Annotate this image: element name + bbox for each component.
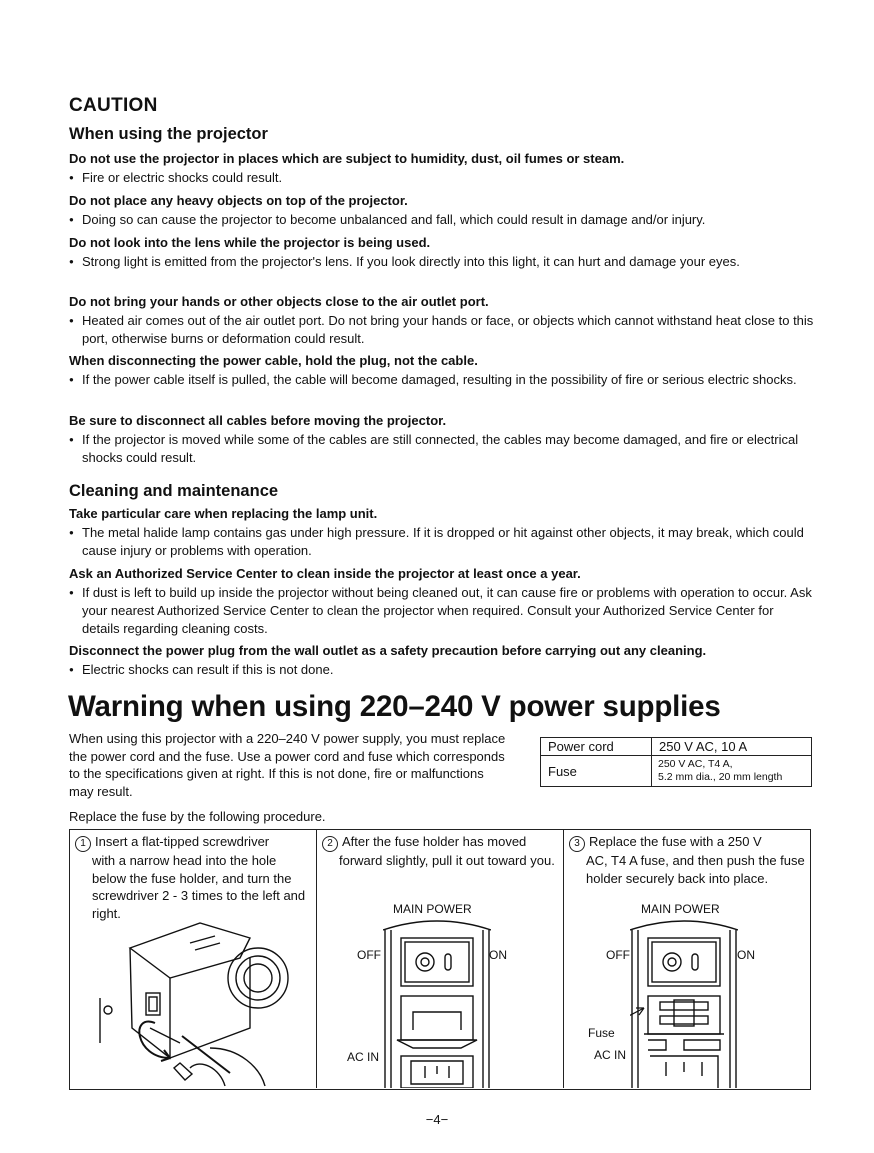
ac-in-label: AC IN <box>347 1050 380 1064</box>
caution-body: ● Strong light is emitted from the projector's lens. If you look directly into this light, it can hurt and damage your eyes. <box>69 253 814 271</box>
caution-body: ● Fire or electric shocks could result. <box>69 169 814 187</box>
caution-item <box>69 192 814 229</box>
caution-item <box>69 234 814 271</box>
caution-heading: Take particular care when replacing the lamp unit. <box>69 506 378 521</box>
main-power-label: MAIN POWER <box>641 902 720 916</box>
caution-item <box>69 412 814 467</box>
warning-title: Warning when using 220–240 V power supplies <box>68 690 721 723</box>
section-title-using: When using the projector <box>69 125 268 143</box>
caution-item <box>69 352 814 389</box>
caution-item <box>69 150 814 187</box>
spec-value <box>652 756 812 787</box>
step-text-rest: forward slightly, pull it out toward you. <box>339 853 555 868</box>
on-label: ON <box>737 948 755 962</box>
step-text-rest: with a narrow head into the hole below the fuse holder, and turn the screwdriver 2 - 3 times to the left and right. <box>92 853 306 921</box>
caution-heading: Do not use the projector in places which are subject to humidity, dust, oil fumes or steam. <box>69 151 625 166</box>
caution-heading: Ask an Authorized Service Center to clean inside the projector at least once a year. <box>69 566 581 581</box>
procedure-steps <box>69 829 811 1090</box>
caution-heading: Do not place any heavy objects on top of the projector. <box>69 193 408 208</box>
step-number: 1 <box>75 836 91 852</box>
projector-screwdriver-illustration <box>90 918 314 1088</box>
main-power-label: MAIN POWER <box>393 902 472 916</box>
step-text <box>569 833 805 887</box>
caution-item <box>69 505 814 560</box>
spec-row-fuse <box>541 756 812 787</box>
step-text-first: Replace the fuse with a 250 V <box>589 834 762 849</box>
power-switch-diagram <box>383 916 491 1088</box>
step-number: 3 <box>569 836 585 852</box>
step-text <box>322 833 558 870</box>
caution-item <box>69 642 814 679</box>
off-label: OFF <box>357 948 381 962</box>
caution-heading: Be sure to disconnect all cables before moving the projector. <box>69 413 447 428</box>
fuse-label: Fuse <box>588 1026 615 1040</box>
step-text <box>75 833 311 922</box>
ac-in-label: AC IN <box>594 1048 627 1062</box>
step-number: 2 <box>322 836 338 852</box>
on-label: ON <box>489 948 507 962</box>
fuse-spec-line2: 5.2 mm dia., 20 mm length <box>658 771 783 783</box>
caution-body: ● The metal halide lamp contains gas under high pressure. If it is dropped or hit against other objects, it may break, which could cause injury or problems with operation. <box>69 524 814 560</box>
caution-item <box>69 293 814 348</box>
spec-value: 250 V AC, 10 A <box>652 738 812 756</box>
caution-body: ● Heated air comes out of the air outlet port. Do not bring your hands or face, or objects which cannot withstand heat close to this port, otherwise burns or deformation could result. <box>69 312 814 348</box>
fuse-holder-diagram <box>630 916 738 1088</box>
replace-instruction: Replace the fuse by the following procedure. <box>69 809 326 824</box>
section-title-cleaning: Cleaning and maintenance <box>69 482 279 500</box>
step-1 <box>70 830 316 1088</box>
page-number: −4− <box>425 1112 449 1127</box>
caution-title: CAUTION <box>69 95 158 116</box>
step-text-rest: AC, T4 A fuse, and then push the fuse holder securely back into place. <box>586 853 805 886</box>
warning-intro: When using this projector with a 220–240 V power supply, you must replace the power cord and the fuse. Use a power cord and fuse which corresponds to the specifications given at right. If this is not done, fire or malfunctions may result. <box>69 731 506 799</box>
spec-row-power-cord <box>541 738 812 756</box>
step-2 <box>316 830 563 1088</box>
fuse-spec-line1: 250 V AC, T4 A, <box>658 758 733 770</box>
caution-body: ● If the power cable itself is pulled, the cable will become damaged, resulting in the possibility of fire or serious electric shocks. <box>69 371 814 389</box>
step-3 <box>563 830 810 1088</box>
spec-table <box>540 737 812 787</box>
step-text-first: After the fuse holder has moved <box>342 834 527 849</box>
caution-body: ● Doing so can cause the projector to become unbalanced and fall, which could result in damage and/or injury. <box>69 211 814 229</box>
caution-heading: Do not look into the lens while the projector is being used. <box>69 235 431 250</box>
caution-body: ● If dust is left to build up inside the projector without being cleaned out, it can cause fire or problems with operation to occur. Ask your nearest Authorized Service Center to clean the projector when required. Consult your Authorized Service Center for details regarding cleaning costs. <box>69 584 814 638</box>
off-label: OFF <box>606 948 630 962</box>
caution-heading: When disconnecting the power cable, hold the plug, not the cable. <box>69 353 478 368</box>
caution-heading: Do not bring your hands or other objects close to the air outlet port. <box>69 294 489 309</box>
caution-item <box>69 565 814 638</box>
step-text-first: Insert a flat-tipped screwdriver <box>95 834 270 849</box>
caution-body: ● Electric shocks can result if this is not done. <box>69 661 814 679</box>
spec-label: Fuse <box>541 756 652 787</box>
caution-body: ● If the projector is moved while some of the cables are still connected, the cables may become damaged, and fire or electrical shocks could result. <box>69 431 814 467</box>
caution-heading: Disconnect the power plug from the wall outlet as a safety precaution before carrying out any cleaning. <box>69 643 707 658</box>
spec-label: Power cord <box>541 738 652 756</box>
